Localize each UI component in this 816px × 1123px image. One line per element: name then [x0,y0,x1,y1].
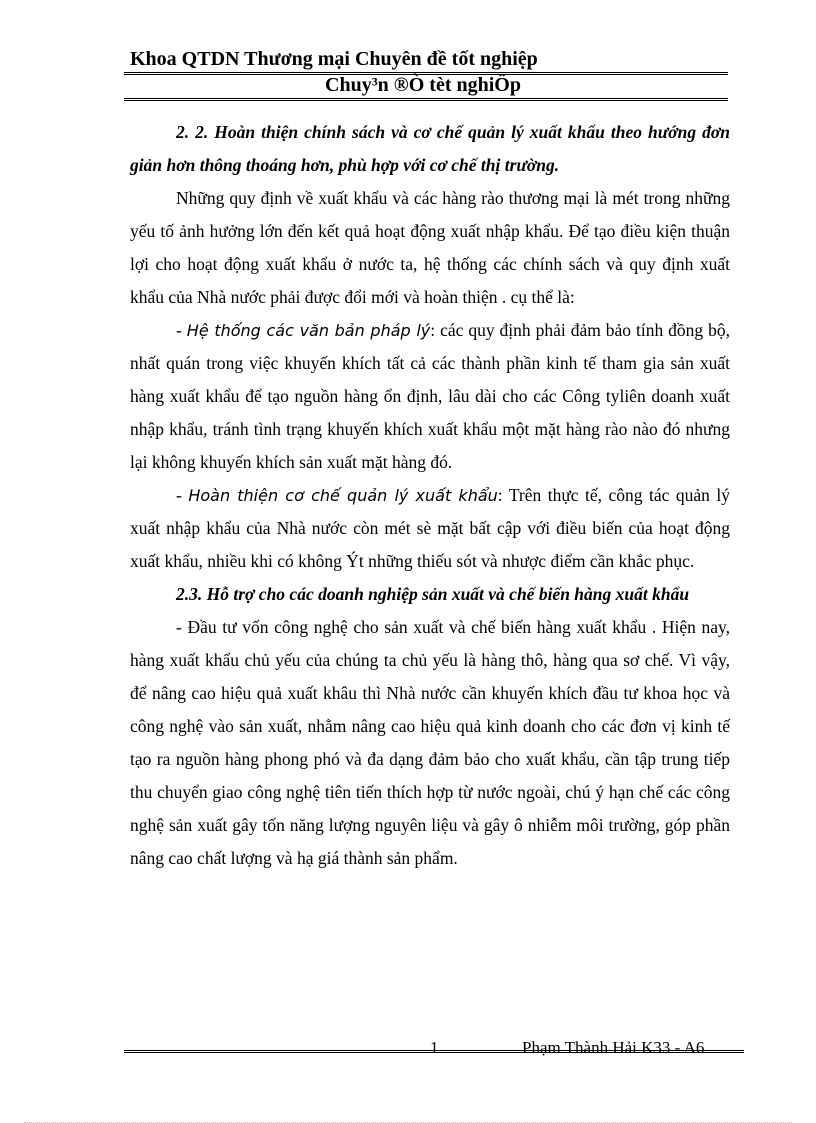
page-number: 1 [430,1038,439,1057]
paragraph: Những quy định về xuất khẩu và các hàng rào thương mại là mét trong những yếu tố ảnh hưởng lớn đến kết quả hoạt động xuất nhập khẩu. Để tạo điều kiện thuận lợi cho hoạt động xuất khẩu ở nước ta, hệ thống các chính sách và quy định xuất khẩu của Nhà nước phải được đổi mới và hoàn thiện . cụ thể là: [130,188,730,307]
list-item-legal-documents [130,314,730,479]
paragraph: - Đầu tư vốn công nghệ cho sản xuất và chế biến hàng xuất khẩu . Hiện nay, hàng xuất khẩu chủ yếu của chúng ta chủ yếu là hàng thô, hàng qua sơ chế. Vì vậy, để nâng cao hiệu quả xuất khâu thì Nhà nước cần khuyến khích đầu tư khoa học và công nghệ vào sản xuất, nhằm nâng cao hiệu quả kinh doanh cho các đơn vị kinh tế tạo ra nguồn hàng phong phó và đa dạng đảm bảo cho xuất khẩu, cần tập trung tiếp thu chuyển giao công nghệ tiên tiến thích hợp từ nước ngoài, chú ý hạn chế các công nghệ sản xuất gây tốn năng lượng nguyên liệu và gây ô nhiễm môi trường, góp phần nâng cao chất lượng và hạ giá thành sản phẩm. [130,617,730,868]
footer-author: Phạm Thành Hải K33 - A6 [522,1038,705,1057]
list-item-lead: Hệ thống các văn bản pháp lý [186,321,431,340]
header-rule-lower [124,98,728,101]
list-item-lead: Hoàn thiện cơ chế quản lý xuất khẩu [188,486,498,505]
section-heading-2-2: 2. 2. Hoàn thiện chính sách và cơ chế quản lý xuất khẩu theo hướng đơn giản hơn thông thoáng hơn, phù hợp với cơ chế thị trường. [130,122,730,175]
list-item-text: : các quy định phải đảm bảo tính đồng bộ, nhất quán trong việc khuyến khích tất cả các thành phần kinh tế tham gia sản xuất hàng xuất khẩu để tạo nguồn hàng ổn định, lâu dài cho các Công tyliên doanh xuất nhập khẩu, tránh tình trạng khuyến khích xuất khẩu một mặt hàng rào nào đó nhưng lại không khuyến khích sản xuất mặt hàng đó. [130,320,731,472]
section-heading-2-3: 2.3. Hỗ trợ cho các doanh nghiệp sản xuất và chế biến hàng xuất khẩu [176,584,690,604]
list-item-export-mechanism [130,479,730,578]
list-item-text: : Trên thực tế, công tác quản lý xuất nhập khẩu của Nhà nước còn mét sè mặt bất cập với điều biến của hoạt động xuất khẩu, nhiều khi có không Ýt những thiếu sót và nhược điểm cần khắc phục. [130,485,730,571]
list-dash: - [176,485,189,505]
header-title: Khoa QTDN Thương mại Chuyên đề tốt nghiệp [130,48,538,70]
document-body [130,116,730,875]
header-subtitle [0,74,816,97]
header-subtitle-text: Chuy³n ®Ò tèt nghiÖp [325,74,521,96]
list-dash: - [176,320,187,340]
